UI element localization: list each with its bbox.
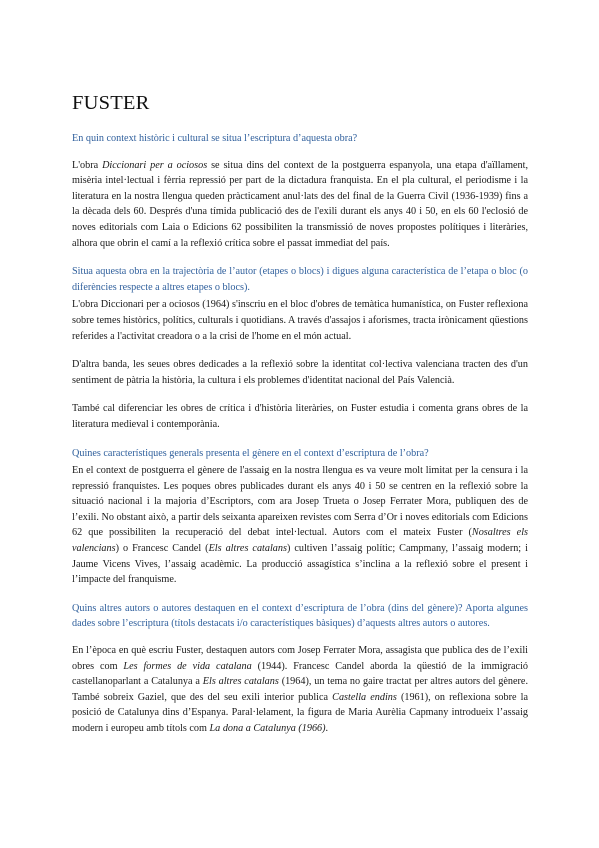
answer-paragraph: L'obra Diccionari per a ociosos (1964) s'inscriu en el bloc d'obres de temàtica humanística, on Fuster reflexiona sobre temes històrics, polítics, culturals i quotidians. A través d'assajos i aforismes, tracta irònicament qüestions referides a l'activitat creadora o a la crisi de l'home en el món actual.: [72, 299, 528, 342]
section-trajectory: [72, 264, 528, 432]
document-title: FUSTER: [72, 92, 150, 114]
answer-paragraph: En l’època en què escriu Fuster, destaquen autors com Josep Ferrater Mora, assagista que publica des de l’exili obres com Les formes de vida catalana (1944). Francesc Candel aborda la qüestió de la immigració castellanoparlant a Catalunya a Els altres catalans (1964), un tema no gaire tractat per altres autors del gènere. També sobreix Gaziel, que des del seu exili interior publica Castella endins (1961), on reflexiona sobre la posició de Catalunya dins d’Espanya. Paral·lelament, la figura de Maria Aurèlia Capmany introdueix l’assaig modern i europeu amb títols com La dona a Catalunya (1966).: [72, 645, 528, 734]
question-heading: Situa aquesta obra en la trajectòria de l’autor (etapes o blocs) i digues alguna característica de l’etapa o bloc (o diferències respecte a altres etapes o blocs).: [72, 266, 528, 293]
section-genre: [72, 446, 528, 588]
answer-paragraph: En el context de postguerra el gènere de l'assaig en la nostra llengua es va veure molt limitat per la censura i la repressió franquistes. Les poques obres publicades durant els anys 40 i 50 se centren en la reflexió sobre la situació nacional i la majoria d’Escriptors, com ara Josep Trueta o Josep Ferrater Mora, publiquen des de l’exili. No obstant això, a partir dels seixanta apareixen revistes com Serra d’Or i noves editorials com Edicions 62 que possibiliten la recuperació del debat intel·lectual. Autors com el mateix Fuster (Nosaltres els valencians) o Francesc Candel (Els altres catalans) cultiven l’assaig polític; Campmany, l’assaig modern; i Jaume Vicens Vives, l’assaig acadèmic. La producció assagística s’inclina a la reflexió sobre el present i l’impacte del franquisme.: [72, 465, 528, 586]
question-heading: En quin context històric i cultural se situa l’escriptura d’aquesta obra?: [72, 133, 358, 144]
section-authors: [72, 601, 528, 737]
question-heading: Quins altres autors o autores destaquen en el context d’escriptura de l’obra (dins del gènere)? Aporta algunes dades sobre l’escriptura (títols destacats i/o característiques bàsiques) d’aquests altres autors o autores.: [72, 602, 528, 630]
document-content: [72, 92, 528, 750]
question-heading: Quines característiques generals presenta el gènere en el context d’escriptura de l’obra?: [72, 447, 429, 459]
answer-paragraph: D'altra banda, les seues obres dedicades a la reflexió sobre la identitat col·lectiva valenciana tracten des d'un sentiment de pàtria la història, la cultura i els problemes d'identitat nacional del País Valencià.: [72, 359, 528, 386]
answer-paragraph: L'obra Diccionari per a ociosos se situa dins del context de la postguerra espanyola, una etapa d'aïllament, misèria intel·lectual i fèrria repressió per part de la dictadura franquista. En el pla cultural, el periodisme i la literatura en la nostra llengua queden pràcticament anul·lats des del final de la Guerra Civil (1936-1939) fins a la dècada dels 60. Després d'una tímida publicació des de l'exili durant els anys 40 i 50, en els 60 l'eclosió de noves editorials com Laia o Edicions 62 possibiliten la transmissió de noves propostes polítiques i literàries, alhora que obrin el camí a la reflexió crítica sobre el passat immediat del país.: [72, 159, 529, 249]
section-context: [72, 131, 528, 251]
answer-paragraph: També cal diferenciar les obres de crítica i d'història literàries, on Fuster estudia i comenta grans obres de la literatura medieval i contemporània.: [72, 403, 528, 430]
